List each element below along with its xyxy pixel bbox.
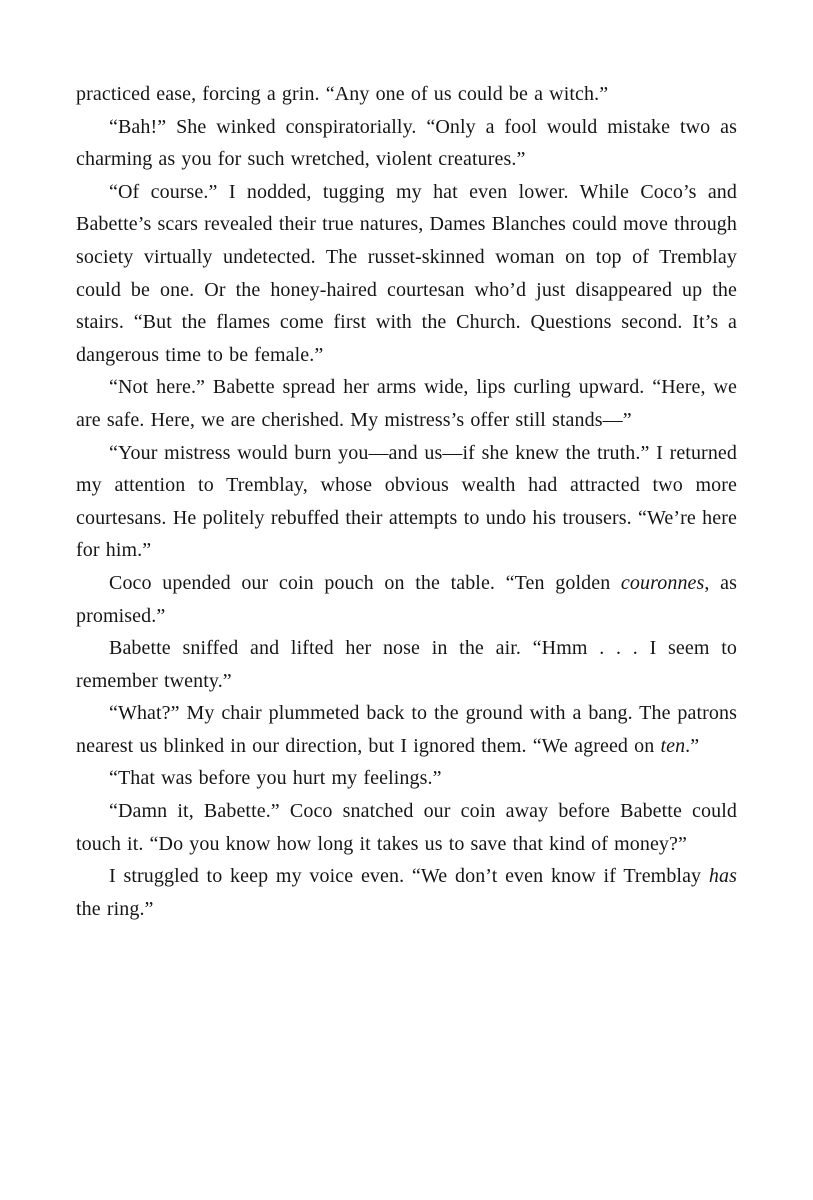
text-run: “Bah!” She winked conspiratorially. “Only a fool would mistake two as charming as you for such wretched, violent creatures.” — [76, 115, 737, 171]
paragraph — [76, 795, 737, 860]
italic-text-run: has — [708, 865, 737, 888]
italic-text-run: ten — [660, 734, 686, 757]
text-run: , as promised.” — [76, 571, 737, 627]
text-run: “What?” My chair plummeted back to the ground with a bang. The patrons nearest us blinked in our direction, but I ignored them. “We agreed on — [76, 702, 737, 757]
page-text — [76, 78, 737, 925]
text-run: “Damn it, Babette.” Coco snatched our coin away before Babette could touch it. “Do you know how long it takes us to save that kind of money?” — [76, 800, 737, 855]
text-run: .” — [685, 734, 700, 757]
text-run: I struggled to keep my voice even. “We don’t even know if Tremblay — [109, 865, 709, 888]
text-run: the ring.” — [76, 897, 154, 920]
paragraph — [76, 632, 737, 697]
text-run: “Your mistress would burn you—and us—if she knew the truth.” I returned my attention to Tremblay, whose obvious wealth had attracted two more courtesans. He politely rebuffed their attempts to undo his trousers. “We’re here for him.” — [76, 441, 737, 562]
text-run: Babette sniffed and lifted her nose in the air. “Hmm . . . I seem to remember twenty.” — [76, 637, 737, 692]
text-run: Coco upended our coin pouch on the table. “Ten golden — [109, 571, 621, 594]
italic-text-run: couronnes — [620, 571, 705, 594]
paragraph — [76, 176, 737, 372]
paragraph — [76, 697, 737, 762]
paragraph — [76, 762, 737, 795]
paragraph — [76, 78, 737, 111]
paragraph — [76, 371, 737, 436]
paragraph — [76, 111, 737, 176]
paragraph — [76, 860, 737, 925]
text-run: “That was before you hurt my feelings.” — [109, 767, 442, 790]
text-run: practiced ease, forcing a grin. “Any one of us could be a witch.” — [76, 83, 609, 105]
paragraph — [76, 437, 737, 567]
text-run: “Not here.” Babette spread her arms wide, lips curling upward. “Here, we are safe. Here, we are cherished. My mistress’s offer still stands—” — [76, 376, 737, 431]
paragraph — [76, 567, 737, 632]
text-run: “Of course.” I nodded, tugging my hat even lower. While Coco’s and Babette’s scars revealed their true natures, Dames Blanches could move through society virtually undetected. The russet-skinned woman on top of Tremblay could be one. Or the honey-haired courtesan who’d just disappeared up the stairs. “But the flames come first with the Church. Questions second. It’s a dangerous time to be female.” — [76, 180, 737, 366]
